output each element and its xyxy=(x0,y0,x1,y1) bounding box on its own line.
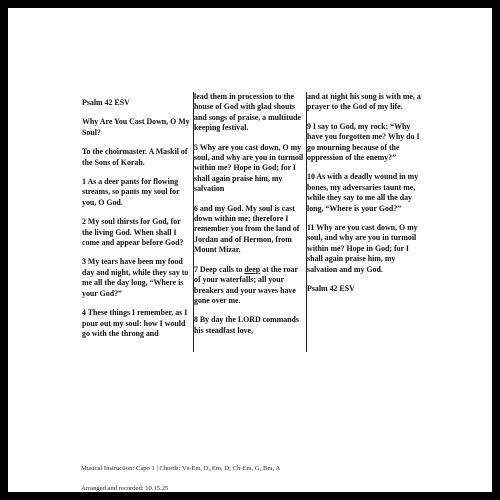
verse-7 xyxy=(194,265,306,307)
verse-1: 1 As a deer pants for flowing streams, so pants my soul for you, O God. xyxy=(82,177,180,207)
verse-8: 8 By day the LORD commands his steadfast love, xyxy=(194,315,299,335)
verse-5: 5 Why are you cast down, O my soul, and why are you in turmoil within me? Hope in God; for I shall again praise him, my salvation xyxy=(194,142,304,194)
verse-7-part-a: 7 Deep calls to xyxy=(194,264,245,274)
text-columns xyxy=(8,8,492,408)
verse-3: 3 My tears have been my food day and night, while they say to me all the day long, “Where is your God?” xyxy=(82,257,189,298)
verse-7-part-b: at the roar of your waterfalls; all your breakers and your waves have gone over me. xyxy=(194,264,298,305)
verse-4-continued: lead them in procession to the house of God with glad shouts and songs of praise, a multitude keeping festival. xyxy=(194,92,301,133)
psalm-intro: To the choirmaster. A Maskil of the Sons of Korah. xyxy=(82,147,188,167)
verse-11: 11 Why are you cast down, O my soul, and why are you in turmoil within me? Hope in God; for I shall again praise him, my salvation and my God. xyxy=(307,223,418,274)
column-3 xyxy=(307,92,422,304)
verse-7-link[interactable]: deep xyxy=(244,264,261,274)
verse-6: 6 and my God. My soul is cast down within me; therefore I remember you from the land of Jordan and of Hermon, from Mount Mizar. xyxy=(194,203,300,255)
column-1 xyxy=(82,98,193,348)
musical-instruction: Musical Instruction: Capo 1 | Chords: Vs-Em, D, Em, D; Ch-Em, G, Bm, A xyxy=(81,465,281,472)
verse-8-continued: and at night his song is with me, a prayer to the God of my life. xyxy=(307,92,421,112)
closing-reference: Psalm 42 ESV xyxy=(307,284,355,294)
column-2 xyxy=(194,92,306,345)
arranged-recorded: Arranged and recorded: 10.15.25 xyxy=(81,485,169,492)
psalm-heading: Psalm 42 ESV xyxy=(82,98,130,107)
psalm-subtitle: Why Are You Cast Down, O My Soul? xyxy=(82,117,190,137)
verse-10: 10 As with a deadly wound in my bones, my adversaries taunt me, while they say to me all the day long, “Where is your God?” xyxy=(307,172,419,213)
verse-9: 9 I say to God, my rock: “Why have you forgotten me? Why do I go mourning because of the oppression of the enemy?” xyxy=(307,121,420,163)
verse-2: 2 My soul thirsts for God, for the living God. When shall I come and appear before God? xyxy=(82,217,184,248)
verse-4: 4 These things I remember, as I pour out my soul: how I would go with the throng and xyxy=(82,308,188,338)
document-page xyxy=(8,8,492,492)
